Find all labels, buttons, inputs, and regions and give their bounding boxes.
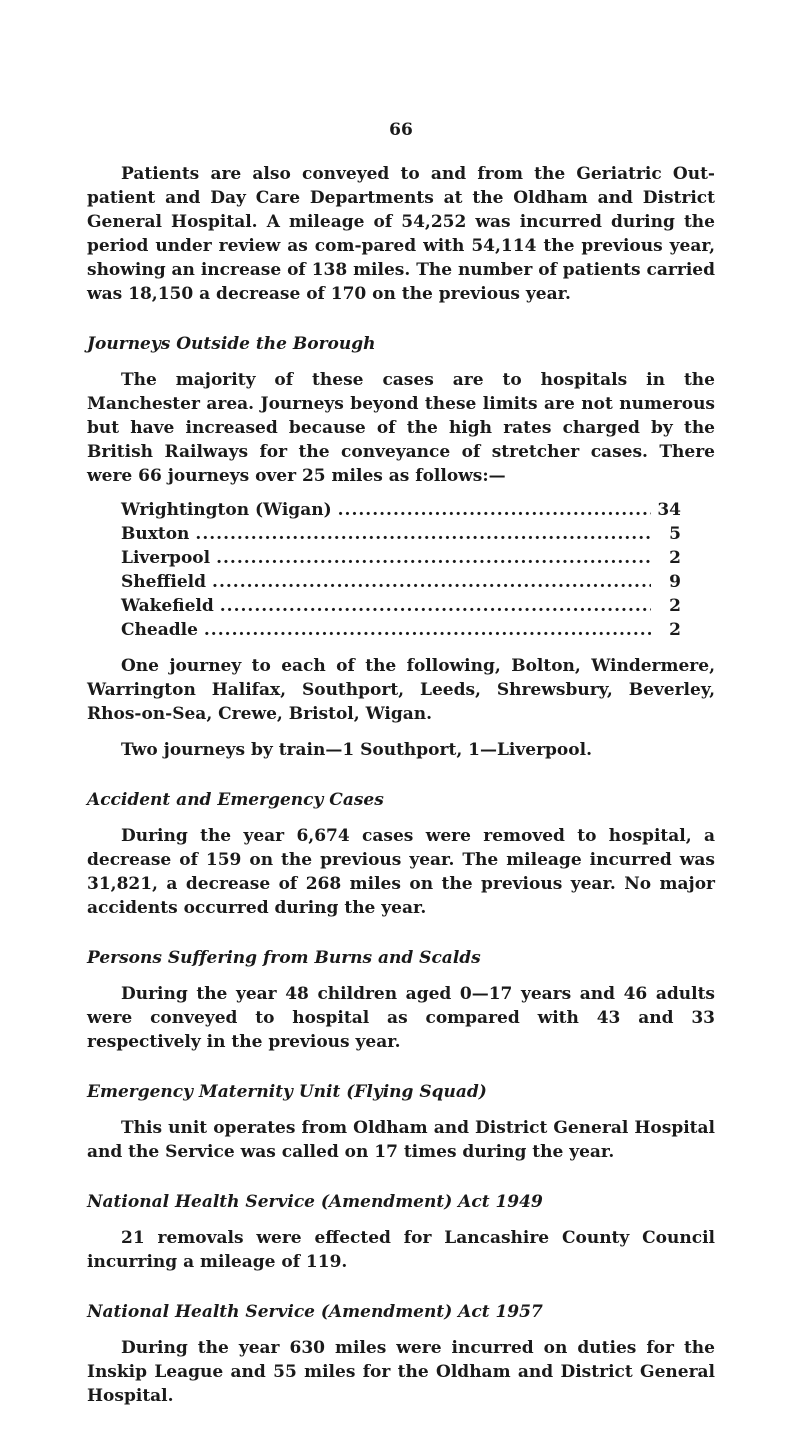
list-item <box>121 522 681 546</box>
burns-paragraph: During the year 48 children aged 0—17 years and 46 adults were conveyed to hospital as compared with 43 and 33 respectively in the previous year. <box>87 984 715 1052</box>
list-item <box>121 570 681 594</box>
list-item-place: Liverpool <box>121 548 211 568</box>
list-item-place: Sheffield <box>121 572 207 592</box>
list-item-count: 34 <box>657 500 681 520</box>
accident-paragraph: During the year 6,674 cases were removed to hospital, a decrease of 159 on the previous year. The mileage incurred was 31,821, a decrease of 268 miles on the previous year. No major accidents occurred during the year. <box>87 826 715 918</box>
train-paragraph: Two journeys by train—1 Southport, 1—Liverpool. <box>121 740 592 760</box>
heading-journeys: Journeys Outside the Borough <box>87 334 376 354</box>
list-item <box>121 546 681 570</box>
page-number: 66 <box>389 120 413 140</box>
list-item-count: 5 <box>669 524 681 544</box>
one-journey-paragraph: One journey to each of the following, Bolton, Windermere, Warrington Halifax, Southport, Leeds, Shrewsbury, Beverley, Rhos-on-Sea, Crewe, Bristol, Wigan. <box>87 656 715 724</box>
heading-nhs-1949: National Health Service (Amendment) Act 1949 <box>87 1192 543 1212</box>
intro-paragraph: Patients are also conveyed to and from the Geriatric Out-patient and Day Care Departments at the Oldham and District General Hospital. A mileage of 54,252 was incurred during the period under review as com-pared with 54,114 the previous year, showing an increase of 138 miles. The number of patients carried was 18,150 a decrease of 170 on the previous year. <box>87 164 715 304</box>
list-item-place: Buxton <box>121 524 190 544</box>
nhs-1949-paragraph: 21 removals were effected for Lancashire County Council incurring a mileage of 119. <box>87 1228 715 1272</box>
list-item-place: Wakefield <box>121 596 214 616</box>
list-item <box>121 618 681 642</box>
list-item <box>121 498 681 522</box>
heading-accident: Accident and Emergency Cases <box>87 790 384 810</box>
journeys-list <box>121 498 681 642</box>
heading-maternity: Emergency Maternity Unit (Flying Squad) <box>87 1082 487 1102</box>
maternity-paragraph: This unit operates from Oldham and District General Hospital and the Service was called on 17 times during the year. <box>87 1118 715 1162</box>
journeys-paragraph: The majority of these cases are to hospitals in the Manchester area. Journeys beyond these limits are not numerous but have increased because of the high rates charged by the British Railways for the conveyance of stretcher cases. There were 66 journeys over 25 miles as follows:— <box>87 370 715 486</box>
list-item-count: 2 <box>669 596 681 616</box>
list-item-place: Wrightington (Wigan) <box>121 500 332 520</box>
nhs-1957-paragraph: During the year 630 miles were incurred on duties for the Inskip League and 55 miles for the Oldham and District General Hospital. <box>87 1338 715 1406</box>
list-item-count: 2 <box>669 548 681 568</box>
list-item-place: Cheadle <box>121 620 198 640</box>
list-item-count: 2 <box>669 620 681 640</box>
list-item <box>121 594 681 618</box>
document-page <box>87 120 715 1408</box>
list-item-count: 9 <box>669 572 681 592</box>
heading-burns: Persons Suffering from Burns and Scalds <box>87 948 481 968</box>
heading-nhs-1957: National Health Service (Amendment) Act 1957 <box>87 1302 543 1322</box>
